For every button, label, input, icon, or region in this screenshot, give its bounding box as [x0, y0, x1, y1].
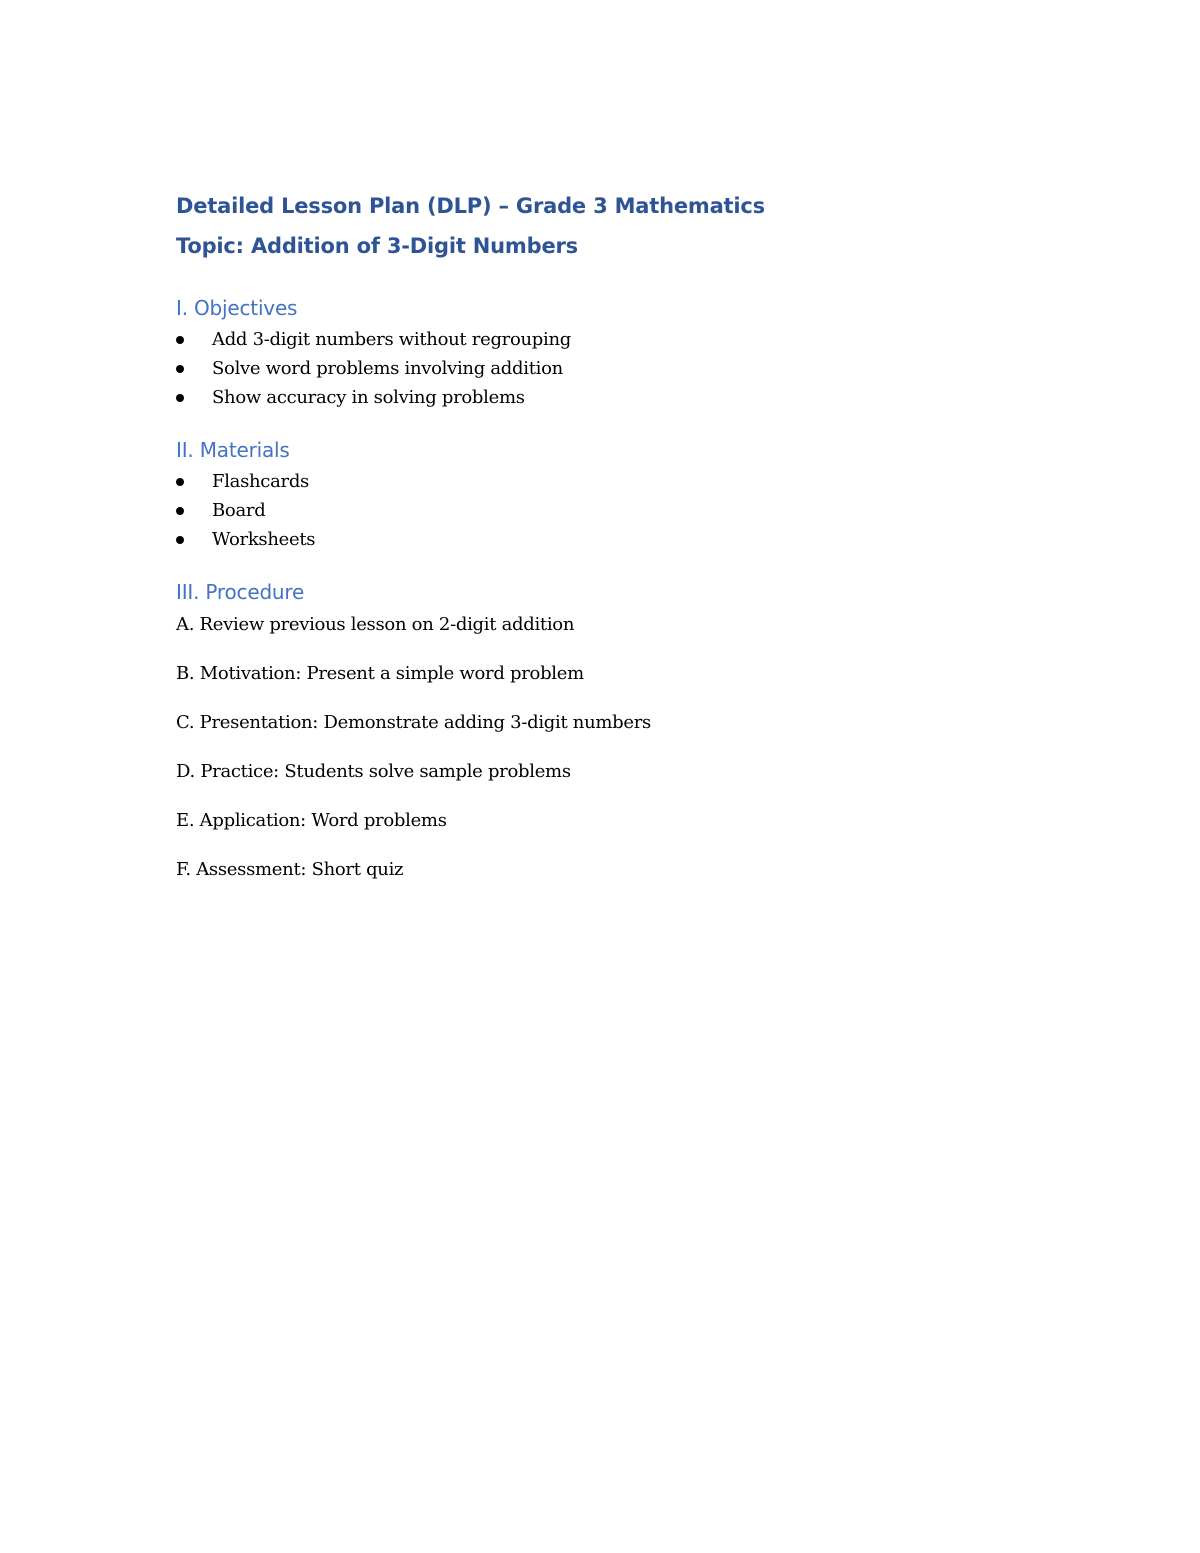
procedure-step: E. Application: Word problems: [176, 810, 447, 831]
objective-text: Solve word problems involving addition: [212, 358, 563, 379]
bullet-icon: [176, 507, 184, 515]
objective-text: Show accuracy in solving problems: [212, 387, 525, 408]
bullet-icon: [176, 536, 184, 544]
procedure-list: [176, 610, 1056, 884]
document-title: Detailed Lesson Plan (DLP) – Grade 3 Mathematics: [176, 194, 765, 218]
document-topic: Topic: Addition of 3-Digit Numbers: [176, 234, 578, 258]
list-item: [176, 496, 1056, 525]
list-item: [176, 325, 1056, 354]
material-text: Flashcards: [212, 471, 309, 492]
bullet-icon: [176, 365, 184, 373]
procedure-step: C. Presentation: Demonstrate adding 3-digit numbers: [176, 712, 651, 733]
procedure-step: B. Motivation: Present a simple word problem: [176, 663, 584, 684]
procedure-step: A. Review previous lesson on 2-digit addition: [176, 614, 575, 635]
list-item: [176, 354, 1056, 383]
list-item: [176, 525, 1056, 554]
materials-heading: II. Materials: [176, 438, 290, 462]
bullet-icon: [176, 394, 184, 402]
material-text: Board: [212, 500, 266, 521]
materials-list: [176, 467, 1056, 554]
objective-text: Add 3-digit numbers without regrouping: [212, 329, 571, 350]
bullet-icon: [176, 478, 184, 486]
objectives-heading: I. Objectives: [176, 296, 298, 320]
bullet-icon: [176, 336, 184, 344]
procedure-heading: III. Procedure: [176, 580, 305, 604]
list-item: [176, 383, 1056, 412]
objectives-list: [176, 325, 1056, 412]
procedure-step: D. Practice: Students solve sample problems: [176, 761, 571, 782]
list-item: [176, 467, 1056, 496]
material-text: Worksheets: [212, 529, 316, 550]
document-body: [176, 186, 1056, 904]
procedure-step: F. Assessment: Short quiz: [176, 859, 404, 880]
